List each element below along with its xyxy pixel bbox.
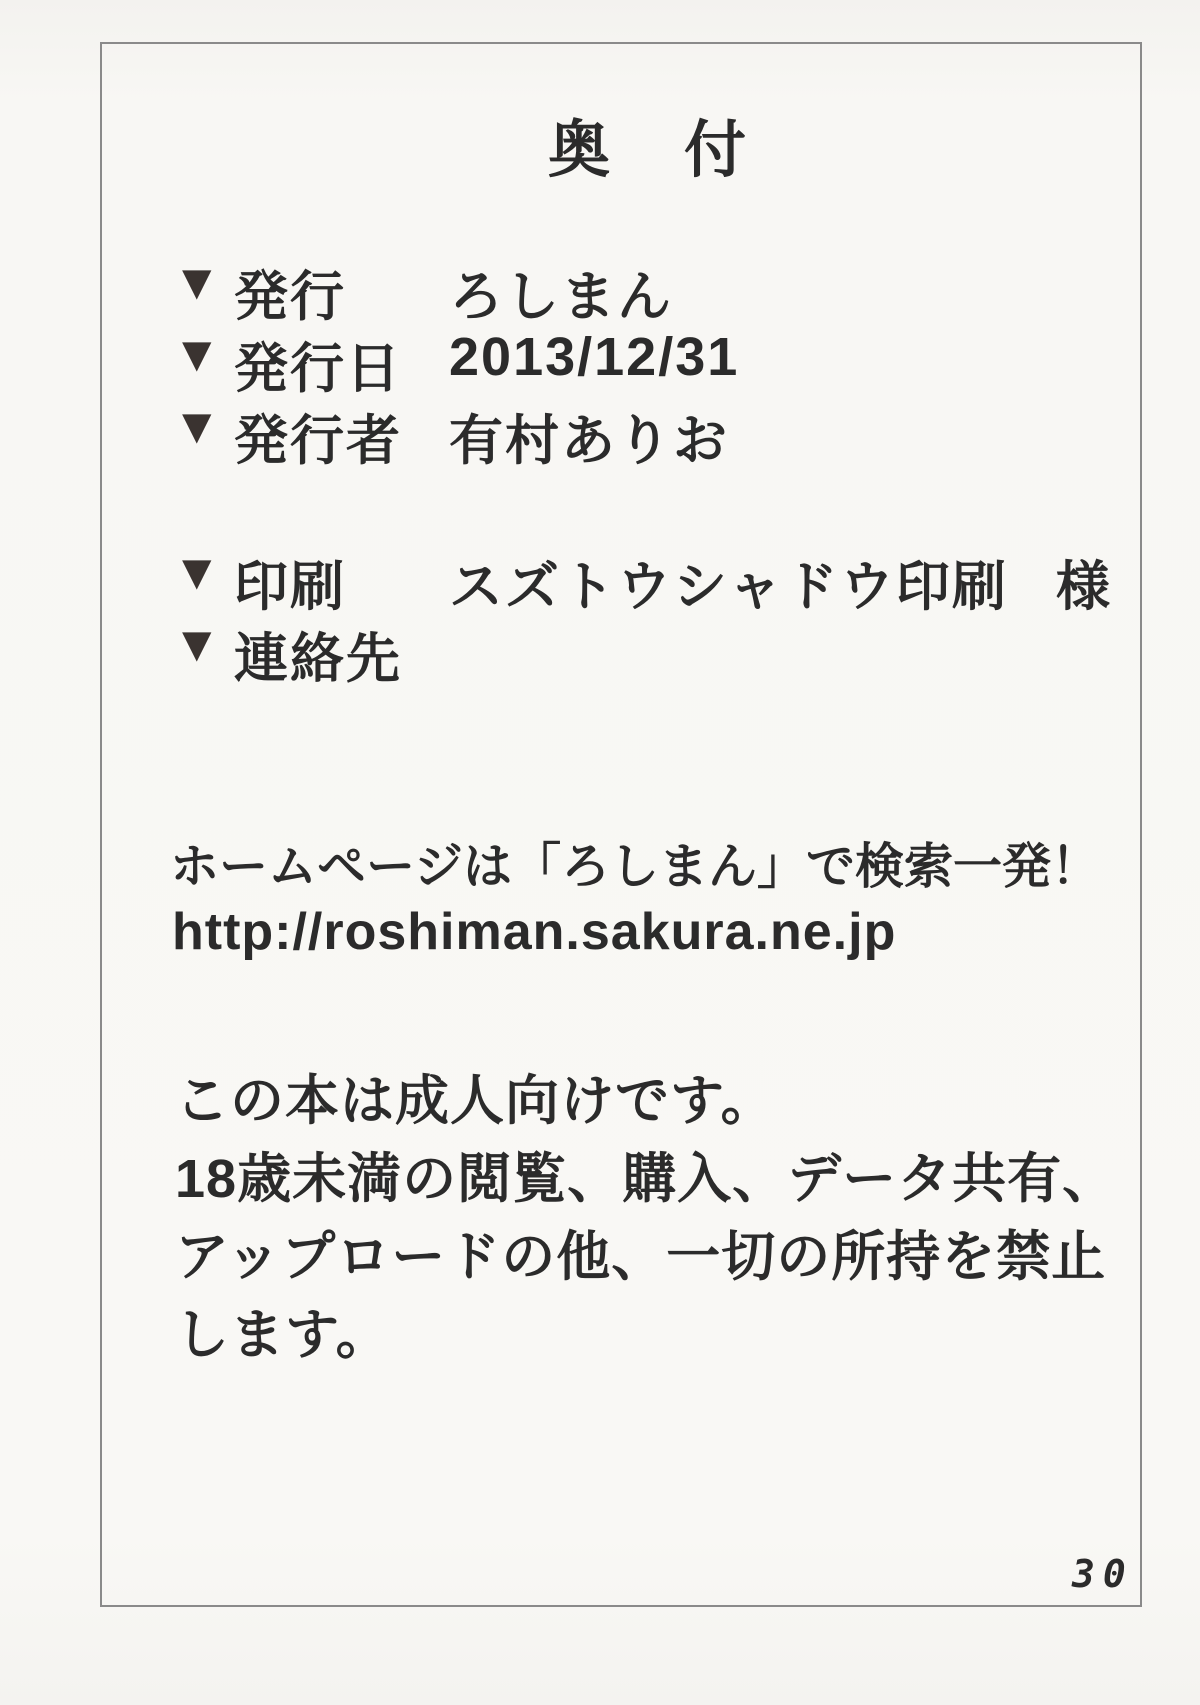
colophon-row-printer [172, 544, 1112, 621]
homepage-search-note: ホームページは「ろしまん」で検索一発！ [170, 840, 1101, 894]
colophon-label: 印刷 [234, 557, 346, 617]
colophon-label: 発行者 [234, 411, 402, 471]
homepage-url: http://roshiman.sakura.ne.jp [172, 903, 897, 961]
page-title: 奥 付 [548, 116, 753, 185]
colophon-row-publisher [172, 254, 673, 331]
triangle-bullet-icon: ▼ [172, 398, 222, 454]
colophon-value-suffix: 様 [1055, 557, 1112, 617]
triangle-bullet-icon: ▼ [172, 616, 222, 672]
colophon-row-contact [172, 616, 449, 693]
triangle-bullet-icon: ▼ [172, 326, 222, 382]
colophon-label: 発行 [234, 267, 346, 327]
colophon-value: ろしまん [449, 267, 673, 327]
colophon-value: スズトウシャドウ印刷 [449, 557, 1008, 617]
triangle-bullet-icon: ▼ [172, 544, 222, 600]
page-number: 30 [1072, 1552, 1134, 1596]
colophon-label: 発行日 [234, 339, 402, 399]
colophon-label: 連絡先 [234, 629, 402, 689]
colophon-row-publish-date [172, 326, 739, 403]
adult-notice-line: します。 [175, 1305, 391, 1365]
triangle-bullet-icon: ▼ [172, 254, 222, 310]
colophon-value: 2013/12/31 [449, 327, 740, 387]
adult-notice-line: 18歳未満の閲覧、購入、データ共有、 [175, 1149, 1118, 1209]
adult-notice-line: この本は成人向けです。 [175, 1071, 776, 1131]
colophon-row-author [172, 398, 729, 475]
adult-notice [175, 1062, 1117, 1374]
colophon-value: 有村ありお [449, 411, 729, 471]
adult-notice-line: アップロードの他、一切の所持を禁止 [175, 1227, 1107, 1287]
